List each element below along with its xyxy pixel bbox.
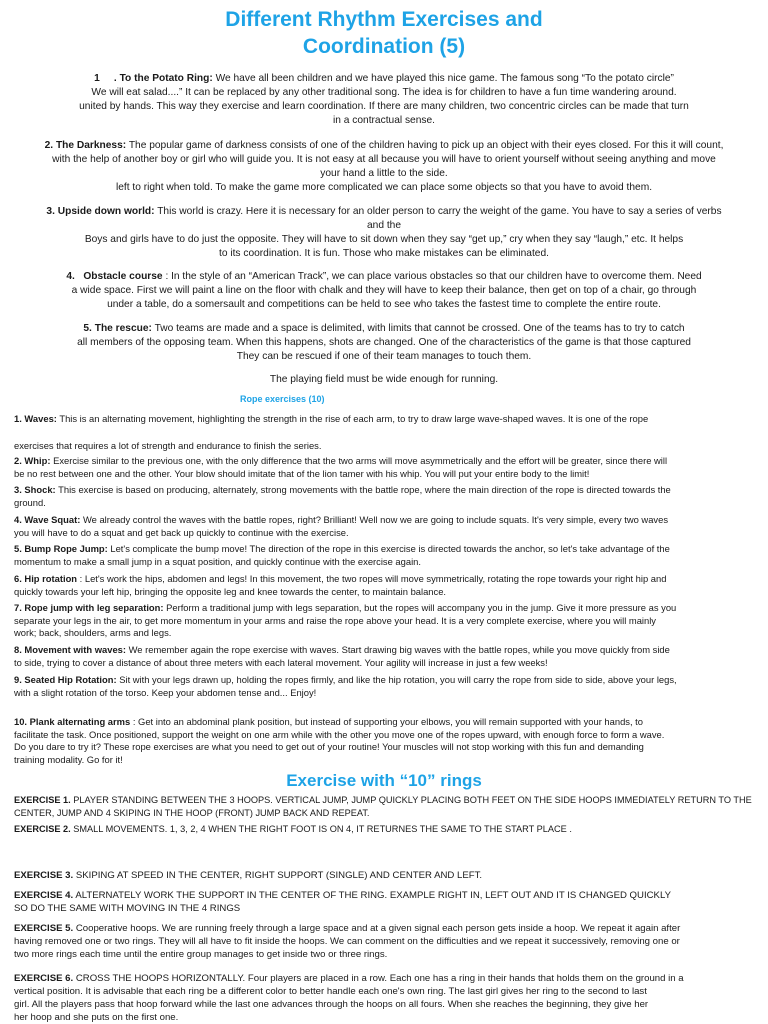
game-text: to its coordination. It is fun. Those who make mistakes can be eliminated.: [219, 248, 549, 259]
rope-text: exercises that requires a lot of strength and endurance to finish the series.: [14, 439, 322, 451]
rope-exercise-10: [14, 716, 754, 766]
game-4-line-1: [14, 270, 754, 284]
game-5-line-1: [14, 322, 754, 336]
rope-text: be no rest between one and the other. Your blow should imitate that of the lion tamer with his whip. You will put your entire body to the limit!: [14, 467, 590, 479]
game-label: Obstacle course: [83, 271, 163, 282]
rope-text: Perform a traditional jump with legs separation, but the ropes will accompany you in the jump. Give it more pressure as you: [166, 602, 677, 613]
ring-label: EXERCISE 6.: [14, 973, 74, 984]
rope-text: We remember again the rope exercise with waves. Start drawing big waves with the battle ropes, while you move quickly from side: [128, 644, 670, 655]
ring-text: SO DO THE SAME WITH MOVING IN THE 4 RINGS: [14, 903, 241, 914]
rope-text: work; back, shoulders, arms and legs.: [14, 627, 172, 638]
game-text: under a table, do a somersault and competitions can be held to see who takes the fastest time to complete the entire route.: [107, 299, 661, 310]
ring-text: CENTER, JUMP AND 4 SKIPING IN THE HOOP (FRONT) JUMP BACK AND REPEAT.: [14, 807, 370, 818]
game-text: united by hands. This way they exercise and learn coordination. If there are many children, two concentric circles can be made that turn: [79, 101, 689, 112]
game-number: 2.: [44, 140, 54, 151]
ring-exercise-4: [14, 889, 754, 915]
rope-text: : Let's work the hips, abdomen and legs! In this movement, the two ropes will move symmetrically, rotating the rope towards your right hip and: [79, 573, 667, 584]
game-text: We have all been children and we have played this nice game. The famous song “To the potato circle”: [215, 73, 674, 84]
rope-text: Exercise similar to the previous one, with the only difference that the two arms will move asymmetrically and the effort will be greater, since there will: [53, 455, 668, 466]
game-text: with the help of another boy or girl who will guide you. It is not easy at all because you will have to orient yourself without seeing anything and move: [52, 154, 716, 165]
rope-text: Let's complicate the bump move! The direction of the rope in this exercise is directed towards the anchor, so let's take advantage of the: [110, 543, 670, 554]
ring-exercise-3: [14, 869, 754, 882]
title-line-1: Different Rhythm Exercises and: [225, 8, 543, 31]
ring-text: ALTERNATELY WORK THE SUPPORT IN THE CENTER OF THE RING. EXAMPLE RIGHT IN, LEFT OUT AND IT IS CHANGED QUICKLY: [75, 890, 671, 901]
rope-label: 7. Rope jump with leg separation:: [14, 602, 164, 613]
ring-exercise-6: [14, 972, 754, 1024]
ring-text: her hoop and she puts on the first one.: [14, 1012, 179, 1023]
ring-text: having removed one or two rings. They will all have to fit inside the hoops. We can comment on the difficulties and we repeat it successively, removing one or: [14, 936, 680, 947]
ring-exercise-2: [14, 823, 754, 836]
rope-text: Sit with your legs drawn up, holding the ropes firmly, and like the hip rotation, you will carry the rope from side to side, above your legs,: [119, 674, 677, 685]
playing-field-note: The playing field must be wide enough for running.: [269, 374, 499, 385]
rope-exercise-3: [14, 484, 754, 509]
ring-text: vertical position. It is advisable that each ring be a different color to better handle each one's own ring. The last girl gives her ring to the second to last: [14, 986, 647, 997]
rope-text: quickly towards your left hip, bringing the opposite leg and knee towards the center, to maintain balance.: [14, 585, 447, 597]
title-line-2: Coordination (5): [302, 35, 466, 58]
rope-label: 2. Whip:: [14, 455, 51, 466]
rope-text: This is an alternating movement, highlighting the strength in the rise of each arm, to try to draw large wave-shaped waves. It is one of the rope: [59, 413, 649, 424]
ring-text: SMALL MOVEMENTS. 1, 3, 2, 4 WHEN THE RIGHT FOOT IS ON 4, IT RETURNES THE SAME TO THE START PLACE .: [73, 824, 572, 834]
game-text: Boys and girls have to do just the opposite. They will have to sit down when they say “get up,” cry when they say “laugh,” etc. It helps: [84, 234, 684, 245]
rope-text: : Get into an abdominal plank position, but instead of supporting your elbows, you will remain supported with your hands, to: [132, 716, 644, 727]
game-text: This world is crazy. Here it is necessary for an older person to carry the weight of the game. You have to say a series of verbs: [157, 206, 722, 217]
rope-text: with a slight rotation of the torso. Keep your abdomen tense and... Enjoy!: [14, 686, 317, 698]
rope-exercise-4: [14, 514, 754, 539]
game-text: all members of the opposing team. When this happens, shots are changed. One of the characteristics of the game is that those captured: [77, 337, 691, 348]
ring-label: EXERCISE 4.: [14, 890, 74, 901]
game-1-line-1: [14, 72, 754, 86]
ring-text: SKIPING AT SPEED IN THE CENTER, RIGHT SUPPORT (SINGLE) AND CENTER AND LEFT.: [75, 870, 483, 881]
rope-text: We already control the waves with the battle ropes, right? Brilliant! Well now we are going to include squats. It's very simple, every two waves: [82, 514, 669, 525]
game-2: [14, 139, 754, 195]
rope-label: 10. Plank alternating arms: [14, 716, 131, 727]
rope-exercises-heading: Rope exercises (10): [240, 394, 325, 404]
game-number: 3.: [46, 206, 55, 217]
rope-text: training modality. Go for it!: [14, 753, 123, 765]
rope-exercise-2: [14, 455, 754, 480]
rope-label: 4. Wave Squat:: [14, 514, 81, 525]
game-text: The popular game of darkness consists of one of the children having to pick up an object with their eyes closed. For this it will count,: [128, 140, 724, 151]
game-text: in a contractual sense.: [333, 115, 435, 126]
ring-text: PLAYER STANDING BETWEEN THE 3 HOOPS. VERTICAL JUMP, JUMP QUICKLY PLACING BOTH FEET ON THE SIDE HOOPS IMMEDIATELY RETURN TO THE: [73, 795, 752, 805]
game-3-line-1: [14, 205, 754, 219]
ring-exercise-1: [14, 794, 754, 819]
game-1: [14, 72, 754, 128]
game-label: . To the Potato Ring:: [113, 73, 213, 84]
rope-label: 1. Waves:: [14, 413, 57, 424]
game-2-line-1: [14, 139, 754, 153]
rope-text: This exercise is based on producing, alternately, strong movements with the battle rope, where the main direction of the rope is directed towards the: [58, 484, 671, 495]
game-label: The Darkness:: [55, 140, 127, 151]
game-text: Two teams are made and a space is delimited, with limits that cannot be crossed. One of the teams has to try to catch: [154, 323, 685, 334]
game-text: a wide space. First we will paint a line on the floor with chalk and they will have to keep their balance, then get on top of a chair, go through: [71, 285, 697, 296]
rope-label: 6. Hip rotation: [14, 573, 78, 584]
rope-text: facilitate the task. Once positioned, support the weight on one arm while with the other you move one of the ropes upward, with enough force to form a wave.: [14, 728, 665, 740]
rope-text: ground.: [14, 496, 46, 508]
rope-text: separate your legs in the air, to get more momentum in your arms and raise the rope above your head. It is a very complete exercise, where you will mainly: [14, 614, 656, 626]
ring-text: CROSS THE HOOPS HORIZONTALLY. Four players are placed in a row. Each one has a ring in their hands that holds them on the ground in a: [75, 973, 684, 984]
rope-exercise-6: [14, 573, 754, 598]
game-label: Upside down world:: [57, 206, 155, 217]
ring-exercise-5: [14, 922, 754, 961]
rope-label: 5. Bump Rope Jump:: [14, 543, 108, 554]
rope-exercise-1: [14, 413, 754, 452]
game-text: : In the style of an “American Track”, we can place various obstacles so that our children have to overcome them. Need: [165, 271, 702, 282]
game-4: [14, 270, 754, 312]
rope-exercise-8: [14, 644, 754, 669]
rope-exercise-5: [14, 543, 754, 568]
game-number: 1: [94, 73, 100, 84]
rope-exercise-9: [14, 674, 754, 699]
game-5: [14, 322, 754, 364]
rope-exercise-7: [14, 602, 754, 640]
game-number: 4.: [66, 271, 75, 282]
rope-label: 3. Shock:: [14, 484, 56, 495]
rope-label: 9. Seated Hip Rotation:: [14, 674, 117, 685]
ring-label: EXERCISE 2.: [14, 824, 71, 834]
rope-text: momentum to make a small jump in a squat position, and quickly continue with the exercise again.: [14, 555, 421, 567]
game-text: We will eat salad....” It can be replaced by any other traditional song. The idea is for children to have a fun time wandering around.: [91, 87, 677, 98]
game-number: 5.: [83, 323, 92, 334]
rope-text: Do you dare to try it? These rope exercises are what you need to get out of your routine! Your muscles will not stop working with this fun and demanding: [14, 741, 644, 752]
rope-text: [14, 426, 754, 440]
ring-text: two more rings each time until the entire group manages to get inside two or three rings.: [14, 949, 388, 960]
ring-text: Cooperative hoops. We are running freely through a large space and at a given signal each person gets inside a hoop. We repeat it again after: [75, 923, 681, 934]
page-title: [0, 6, 768, 60]
game-3: [14, 205, 754, 261]
ring-label: EXERCISE 1.: [14, 795, 71, 805]
game-text: left to right when told. To make the game more complicated we can place some objects so that you have to avoid them.: [115, 182, 653, 193]
ring-text: girl. All the players pass that hoop forward while the last one advances through the hoops on all fours. When she reaches the beginning, they give her: [14, 999, 649, 1010]
rope-text: you will have to do a squat and get back up quickly to continue with the exercise.: [14, 526, 349, 538]
game-text: and the: [367, 220, 401, 231]
game-label: The rescue:: [94, 323, 152, 334]
ring-label: EXERCISE 5.: [14, 923, 74, 934]
rope-label: 8. Movement with waves:: [14, 644, 127, 655]
game-text: They can be rescued if one of their team manages to touch them.: [236, 351, 532, 362]
game-text: your hand a little to the side.: [320, 168, 448, 179]
rope-text: to side, trying to cover a distance of about three meters with each lateral movement. Your agility will increase in just a few weeks!: [14, 656, 548, 668]
rings-heading: Exercise with “10” rings: [286, 771, 482, 790]
ring-label: EXERCISE 3.: [14, 870, 74, 881]
